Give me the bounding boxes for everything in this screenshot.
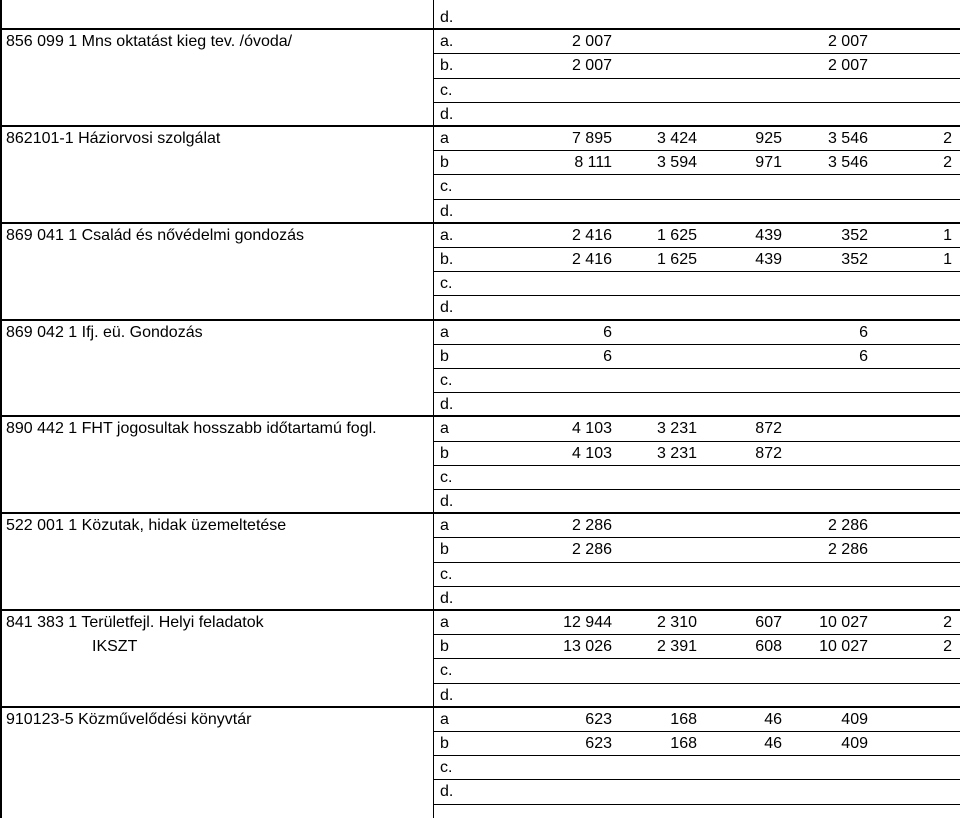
row-divider [433,295,960,296]
value-cell-col1: 6 [603,323,612,341]
value-cell-col2: 3 424 [656,130,697,147]
row-marker: a [440,614,449,631]
activity-subtitle: IKSZT [92,638,138,656]
value-cell-col2: 1 625 [656,226,697,244]
row-marker: b. [440,251,454,268]
value-cell-col1: 623 [585,735,612,752]
value-cell-col1: 2 286 [571,541,612,559]
value-cell-col1: 8 111 [574,154,612,172]
value-cell-col3: 608 [755,638,782,656]
row-marker: c. [440,178,453,196]
row-marker: d. [440,589,454,607]
row-marker: b [440,154,449,172]
row-marker: c. [440,565,453,583]
value-cell-col1: 2 286 [571,517,612,535]
value-cell-col4: 409 [841,710,868,728]
value-cell-col2: 3 594 [656,154,697,172]
row-marker: a. [440,226,454,244]
row-marker: d. [440,299,454,317]
row-marker: a [440,517,449,535]
value-cell-col5: 1 [943,226,952,244]
row-marker: c. [440,275,453,293]
row-marker: a [440,323,449,341]
value-cell-col5: 2 [943,614,952,631]
activity-title: 910123-5 Közművelődési könyvtár [6,710,252,728]
value-cell-col1: 623 [585,710,612,728]
row-marker: a [440,420,449,438]
row-marker: d. [440,9,454,26]
value-cell-col4: 10 027 [819,638,868,656]
row-divider [433,586,960,587]
value-cell-col2: 1 625 [656,251,697,268]
row-marker: d. [440,105,454,123]
row-marker: d. [440,783,454,801]
row-divider [433,489,960,490]
value-cell-col4: 3 546 [827,154,868,172]
row-marker: b [440,541,449,559]
row-divider [433,804,960,805]
value-cell-col4: 409 [841,735,868,752]
value-cell-col3: 439 [755,226,782,244]
value-cell-col2: 3 231 [656,444,697,462]
value-cell-col1: 13 026 [563,638,612,656]
value-cell-col1: 6 [603,347,612,365]
activity-title: 869 042 1 Ifj. eü. Gondozás [6,323,203,341]
marker-column-divider [433,0,434,818]
value-cell-col3: 872 [755,444,782,462]
activity-title: 869 041 1 Család és nővédelmi gondozás [6,226,304,244]
row-marker: c. [440,662,453,680]
value-cell-col1: 2 007 [571,57,612,75]
row-marker: d. [440,493,454,510]
activity-title: 522 001 1 Közutak, hidak üzemeltetése [6,517,287,535]
row-marker: b [440,735,449,752]
value-cell-col4: 2 007 [827,57,868,75]
value-cell-col1: 4 103 [571,420,612,438]
value-cell-col2: 168 [670,710,697,728]
row-marker: d. [440,202,454,220]
value-cell-col2: 3 231 [656,420,697,438]
value-cell-col1: 2 007 [571,33,612,51]
value-cell-col3: 439 [755,251,782,268]
row-marker: b [440,444,449,462]
activity-title: 862101-1 Háziorvosi szolgálat [6,130,221,147]
value-cell-col1: 7 895 [571,130,612,147]
value-cell-col4: 352 [841,251,868,268]
value-cell-col2: 2 310 [656,614,697,631]
row-divider [433,779,960,780]
value-cell-col3: 607 [755,614,782,631]
activity-title: 856 099 1 Mns oktatást kieg tev. /óvoda/ [6,33,293,51]
row-divider [433,102,960,103]
value-cell-col4: 2 286 [827,517,868,535]
value-cell-col5: 2 [943,130,952,147]
value-cell-col1: 4 103 [571,444,612,462]
row-marker: d. [440,686,454,704]
row-marker: c. [440,81,453,99]
row-marker: c. [440,372,453,389]
value-cell-col3: 925 [755,130,782,147]
value-cell-col3: 971 [755,154,782,172]
row-marker: a. [440,33,454,51]
row-divider [433,392,960,393]
value-cell-col4: 352 [841,226,868,244]
value-cell-col3: 46 [764,710,782,728]
value-cell-col3: 872 [755,420,782,438]
value-cell-col4: 6 [859,323,868,341]
activity-title: 890 442 1 FHT jogosultak hosszabb időtartamú fogl. [6,420,377,438]
row-marker: b. [440,57,454,75]
left-border [0,0,2,818]
value-cell-col1: 2 416 [571,226,612,244]
value-cell-col4: 2 007 [827,33,868,51]
row-divider [433,683,960,684]
value-cell-col1: 2 416 [571,251,612,268]
value-cell-col4: 3 546 [827,130,868,147]
row-marker: a [440,710,449,728]
value-cell-col1: 12 944 [563,614,612,631]
row-marker: b [440,638,449,656]
row-marker: a [440,130,449,147]
value-cell-col4: 2 286 [827,541,868,559]
value-cell-col2: 168 [670,735,697,752]
value-cell-col2: 2 391 [656,638,697,656]
value-cell-col5: 2 [943,154,952,172]
row-marker: c. [440,468,453,486]
value-cell-col3: 46 [764,735,782,752]
value-cell-col4: 10 027 [819,614,868,631]
row-marker: b [440,347,449,365]
value-cell-col5: 1 [943,251,952,268]
row-marker: c. [440,759,453,777]
activity-title: 841 383 1 Területfejl. Helyi feladatok [6,614,264,631]
row-marker: d. [440,396,454,414]
value-cell-col5: 2 [943,638,952,656]
row-divider [433,199,960,200]
value-cell-col4: 6 [859,347,868,365]
